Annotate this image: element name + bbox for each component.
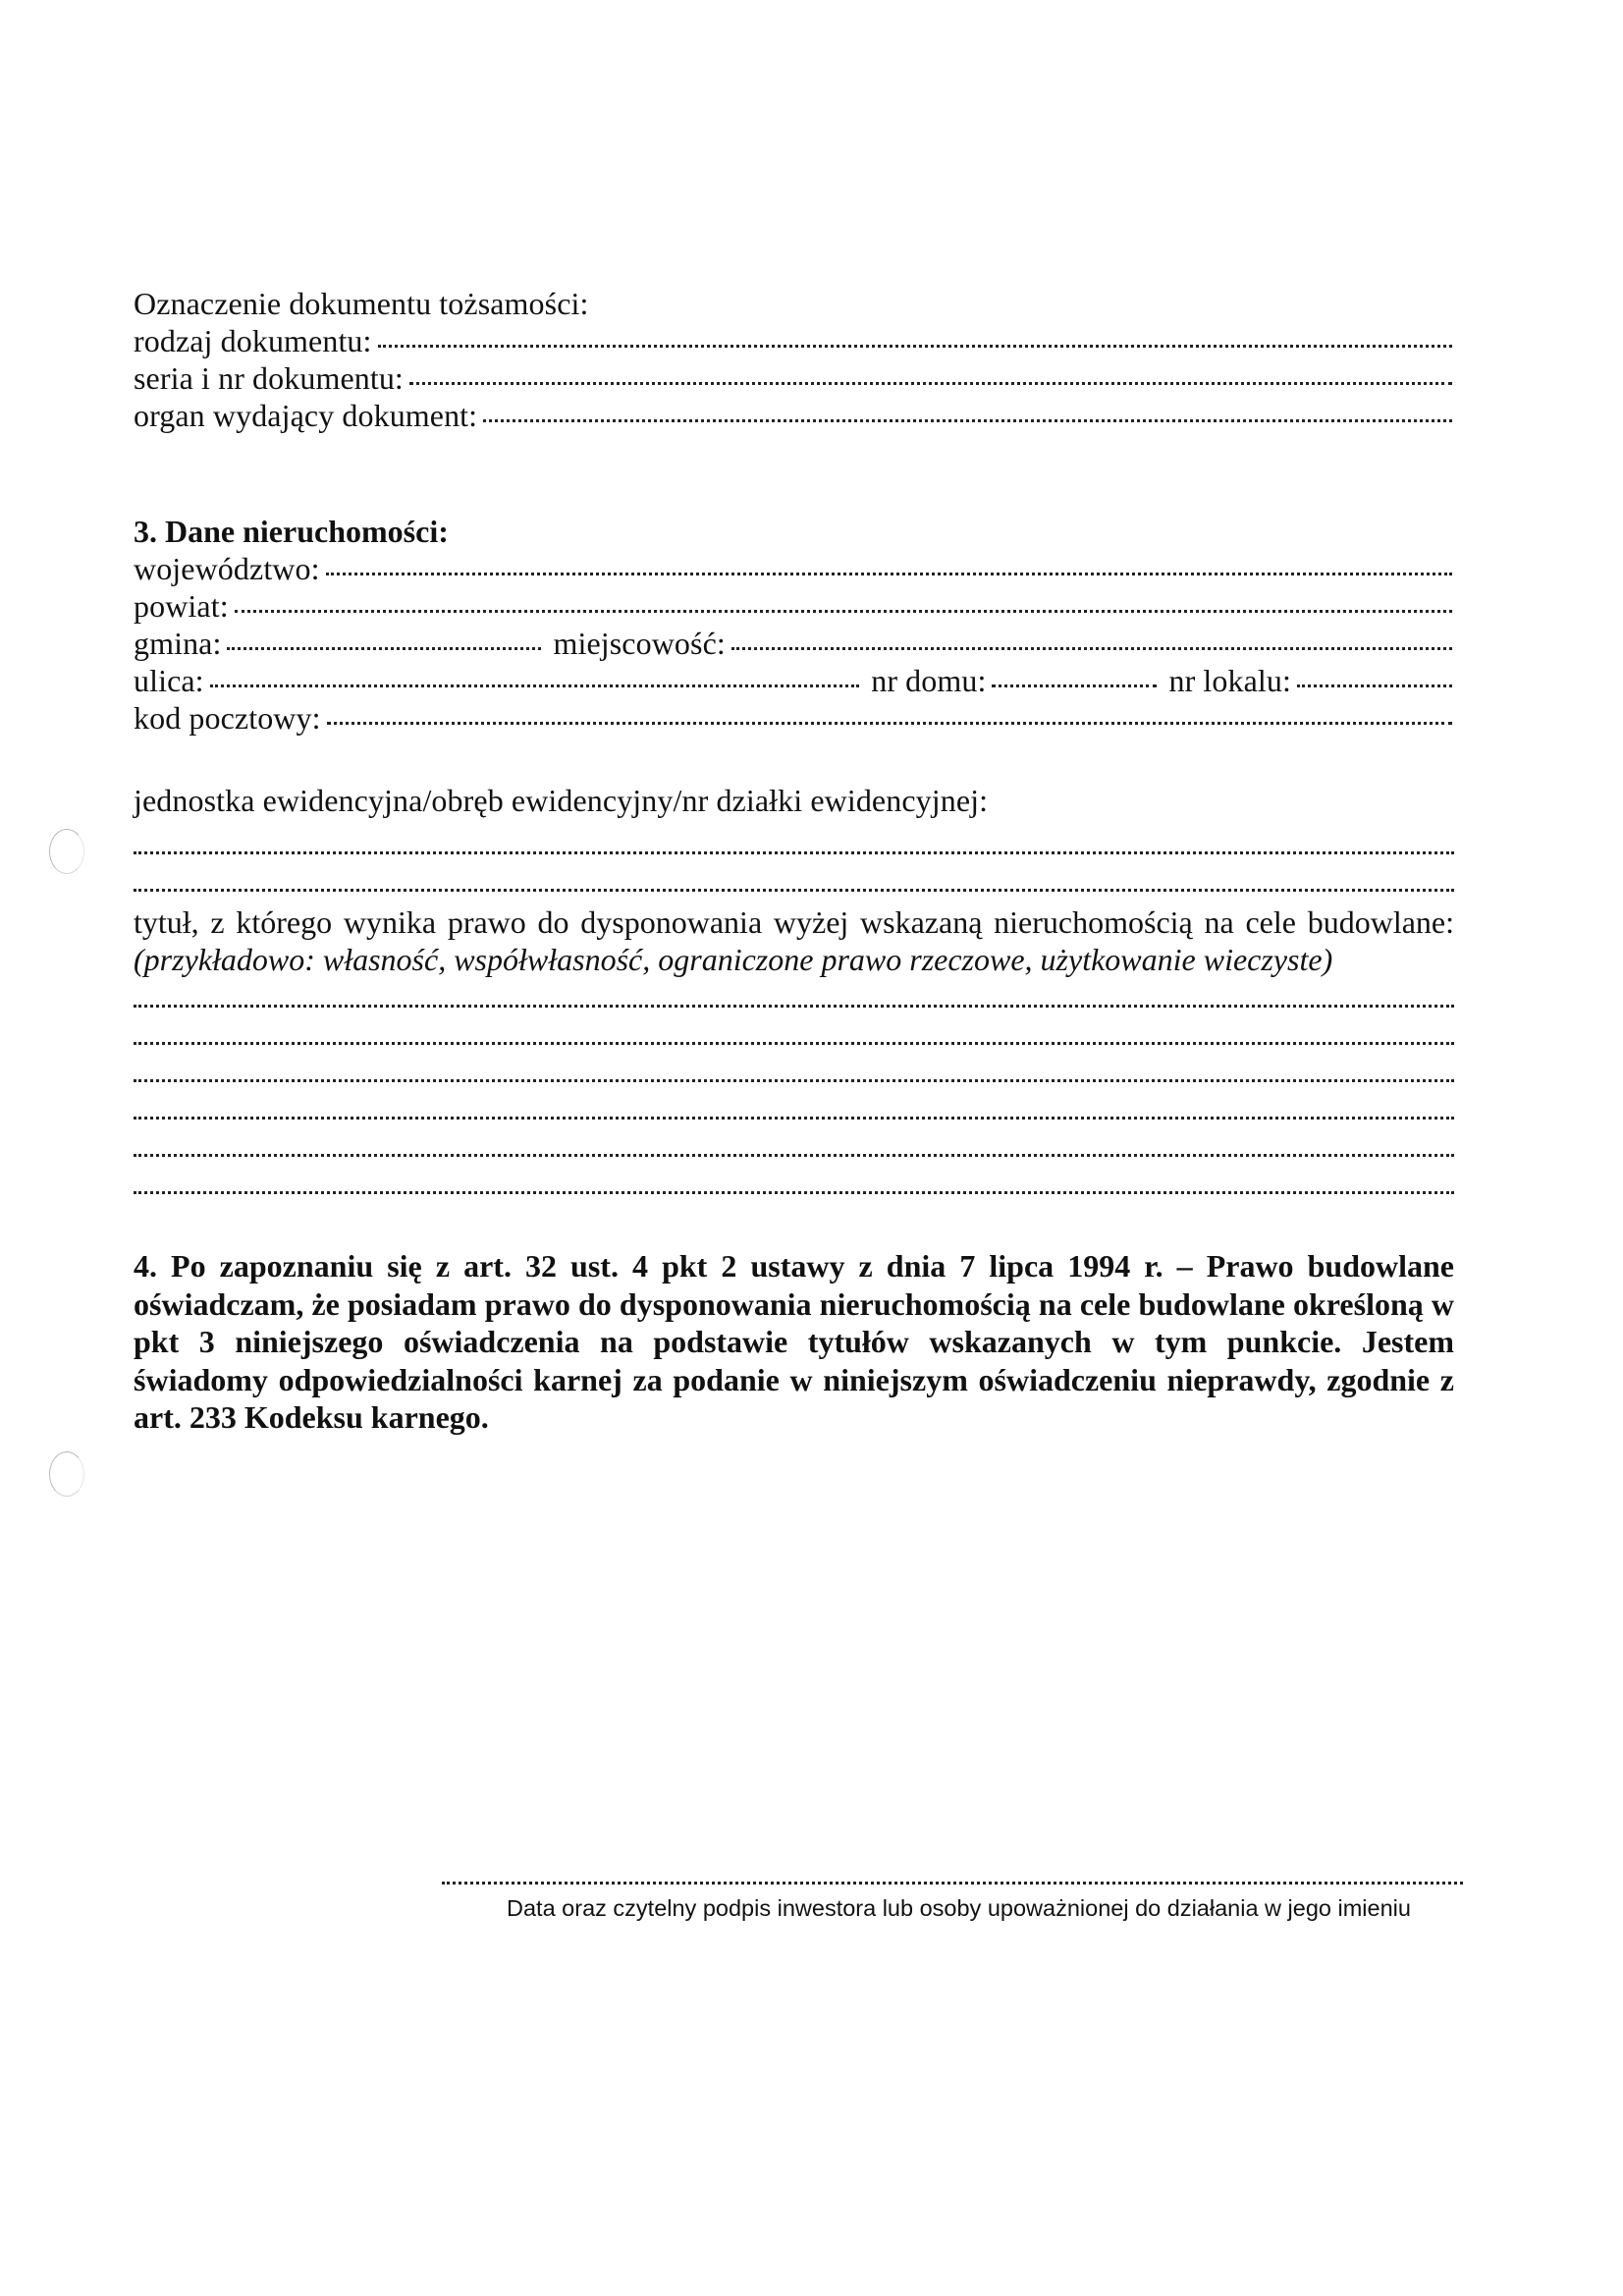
voivodeship-field[interactable] xyxy=(134,550,1454,587)
voivodeship-label: województwo: xyxy=(134,551,320,586)
commune-fill-line[interactable] xyxy=(227,647,541,650)
house-number-fill-line[interactable] xyxy=(992,684,1157,687)
property-heading: 3. Dane nieruchomości: xyxy=(134,514,449,549)
declaration-section xyxy=(134,1247,1454,1437)
county-field[interactable] xyxy=(134,587,1454,625)
county-fill-line[interactable] xyxy=(235,610,1452,613)
signature-fill-line[interactable] xyxy=(442,1882,1463,1885)
postal-code-fill-line[interactable] xyxy=(327,722,1452,725)
flat-number-fill-line[interactable] xyxy=(1297,684,1452,687)
legal-title-description xyxy=(134,903,1454,978)
declaration-text: 4. Po zapoznaniu się z art. 32 ust. 4 pkt 2 ustawy z dnia 7 lipca 1994 r. – Prawo budowlane oświadczam, że posiadam prawo do dysponowania nieruchomością na cele budowlane określoną w pkt 3 niniejszego oświadczenia na podstawie tytułów wskazanych w tym punkcie. Jestem świadomy odpowiedzialności karnej za podanie w niniejszym oświadczeniu nieprawdy, zgodnie z art. 233 Kodeksu karnego. xyxy=(134,1248,1454,1435)
postal-code-field[interactable] xyxy=(134,699,1454,737)
commune-locality-row xyxy=(134,625,1454,662)
document-issuer-fill-line[interactable] xyxy=(483,419,1452,422)
legal-title-fill-line-4[interactable] xyxy=(134,1090,1454,1127)
flat-number-label: nr lokalu: xyxy=(1168,663,1291,698)
identity-document-title-text: Oznaczenie dokumentu tożsamości: xyxy=(134,286,589,321)
parcel-fill-line-1[interactable] xyxy=(134,825,1454,862)
locality-label: miejscowość: xyxy=(553,626,726,661)
parcel-label: jednostka ewidencyjna/obręb ewidencyjny/nr działki ewidencyjnej: xyxy=(134,783,989,818)
legal-title-fill-line-2[interactable] xyxy=(134,1015,1454,1053)
street-row xyxy=(134,662,1454,699)
legal-title-fill-line-3[interactable] xyxy=(134,1053,1454,1090)
commune-label: gmina: xyxy=(134,626,222,661)
legal-title-fill-line-1[interactable] xyxy=(134,978,1454,1015)
street-label: ulica: xyxy=(134,663,204,698)
legal-title-examples: (przykładowo: własność, współwłasność, ograniczone prawo rzeczowe, użytkowanie wieczyste) xyxy=(134,942,1333,977)
document-type-field[interactable] xyxy=(134,322,1454,359)
punch-hole-mark xyxy=(49,829,84,874)
parcel-label-line xyxy=(134,782,1454,819)
legal-title-section xyxy=(134,903,1454,1202)
voivodeship-fill-line[interactable] xyxy=(326,573,1452,575)
document-type-fill-line[interactable] xyxy=(378,345,1452,348)
county-label: powiat: xyxy=(134,588,229,624)
legal-title-intro: tytuł, z którego wynika prawo do dysponowania wyżej wskazaną nieruchomością na cele budowlane: xyxy=(134,904,1454,940)
identity-document-title xyxy=(134,285,1454,322)
legal-title-fill-line-5[interactable] xyxy=(134,1127,1454,1165)
document-series-label: seria i nr dokumentu: xyxy=(134,360,404,396)
street-fill-line[interactable] xyxy=(210,684,860,687)
document-series-field[interactable] xyxy=(134,359,1454,397)
house-number-label: nr domu: xyxy=(871,663,987,698)
postal-code-label: kod pocztowy: xyxy=(134,700,321,736)
signature-caption: Data oraz czytelny podpis inwestora lub osoby upoważnionej do działania w jego imieniu xyxy=(507,1895,1411,1921)
document-issuer-field[interactable] xyxy=(134,397,1454,434)
document-issuer-label: organ wydający dokument: xyxy=(134,398,478,433)
legal-title-fill-line-6[interactable] xyxy=(134,1165,1454,1202)
punch-hole-mark xyxy=(49,1451,84,1497)
document-type-label: rodzaj dokumentu: xyxy=(134,323,372,358)
parcel-fill-line-2[interactable] xyxy=(134,862,1454,900)
locality-fill-line[interactable] xyxy=(731,647,1452,650)
document-series-fill-line[interactable] xyxy=(409,382,1452,385)
property-section xyxy=(134,513,1454,737)
parcel-section xyxy=(134,782,1454,900)
identity-document-section xyxy=(134,285,1454,434)
